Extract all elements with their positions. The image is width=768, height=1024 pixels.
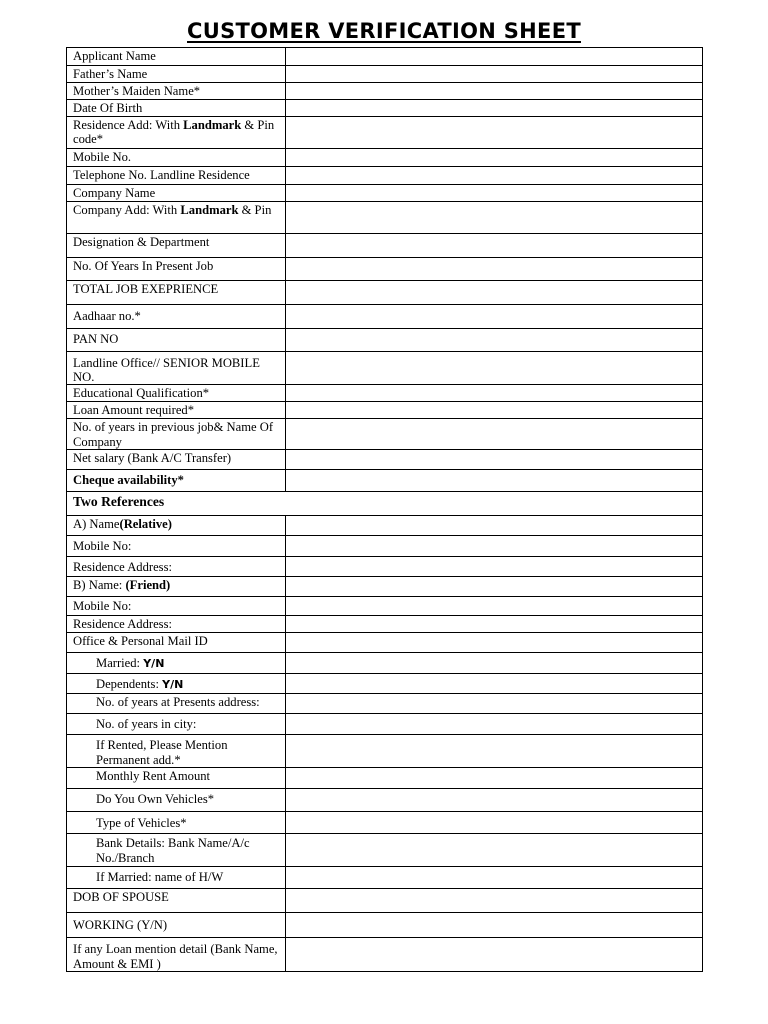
label-years-in-city: No. of years in city:	[67, 714, 286, 735]
label-applicant-name: Applicant Name	[67, 48, 286, 66]
label-reference-a-mobile: Mobile No:	[67, 536, 286, 557]
label-type-of-vehicles: Type of Vehicles*	[67, 812, 286, 834]
row-own-vehicles	[67, 789, 703, 812]
label-residence-address: Residence Add: With Landmark & Pin code*	[67, 117, 286, 149]
label-total-job-experience: TOTAL JOB EXEPRIENCE	[67, 281, 286, 305]
row-mobile-no	[67, 149, 703, 167]
row-pan-no	[67, 329, 703, 352]
field-loan-detail[interactable]	[286, 938, 703, 971]
row-loan-detail	[67, 938, 703, 971]
label-loan-amount: Loan Amount required*	[67, 402, 286, 419]
row-applicant-name	[67, 48, 703, 66]
field-net-salary[interactable]	[286, 450, 703, 470]
row-company-name	[67, 185, 703, 202]
field-pan-no[interactable]	[286, 329, 703, 352]
row-years-in-city	[67, 714, 703, 735]
page-title: CUSTOMER VERIFICATION SHEET	[187, 19, 581, 43]
label-loan-detail: If any Loan mention detail (Bank Name, Amount & EMI )	[67, 938, 286, 971]
row-reference-b-mobile	[67, 597, 703, 616]
label-bank-details: Bank Details: Bank Name/A/c No./Branch	[67, 834, 286, 867]
field-reference-a-name[interactable]	[286, 516, 703, 536]
field-married[interactable]	[286, 653, 703, 674]
field-date-of-birth[interactable]	[286, 100, 703, 117]
field-residence-address[interactable]	[286, 117, 703, 149]
row-if-married-name	[67, 867, 703, 889]
row-mothers-maiden-name	[67, 83, 703, 100]
label-reference-b-name: B) Name: (Friend)	[67, 577, 286, 597]
label-office-mail: Office & Personal Mail ID	[67, 633, 286, 653]
label-reference-b-mobile: Mobile No:	[67, 597, 286, 616]
field-working[interactable]	[286, 913, 703, 938]
label-reference-a-name: A) Name(Relative)	[67, 516, 286, 536]
field-telephone-landline[interactable]	[286, 167, 703, 185]
field-previous-job[interactable]	[286, 419, 703, 450]
field-own-vehicles[interactable]	[286, 789, 703, 812]
row-bank-details	[67, 834, 703, 867]
label-cheque-availability: Cheque availability*	[67, 470, 286, 492]
field-loan-amount[interactable]	[286, 402, 703, 419]
label-net-salary: Net salary (Bank A/C Transfer)	[67, 450, 286, 470]
row-aadhaar-no	[67, 305, 703, 329]
row-years-present-address	[67, 694, 703, 714]
field-office-mail[interactable]	[286, 633, 703, 653]
row-if-rented	[67, 735, 703, 768]
field-dob-spouse[interactable]	[286, 889, 703, 913]
label-date-of-birth: Date Of Birth	[67, 100, 286, 117]
field-if-married-name[interactable]	[286, 867, 703, 889]
label-telephone-landline: Telephone No. Landline Residence	[67, 167, 286, 185]
row-references-heading	[67, 492, 703, 516]
row-date-of-birth	[67, 100, 703, 117]
row-dependents	[67, 674, 703, 694]
label-designation: Designation & Department	[67, 234, 286, 258]
field-if-rented[interactable]	[286, 735, 703, 768]
field-type-of-vehicles[interactable]	[286, 812, 703, 834]
label-dependents: Dependents: Y/N	[67, 674, 286, 694]
row-previous-job	[67, 419, 703, 450]
label-mothers-maiden-name: Mother’s Maiden Name*	[67, 83, 286, 100]
row-telephone-landline	[67, 167, 703, 185]
label-years-present-job: No. Of Years In Present Job	[67, 258, 286, 281]
row-reference-b-name	[67, 577, 703, 597]
field-reference-a-mobile[interactable]	[286, 536, 703, 557]
field-fathers-name[interactable]	[286, 66, 703, 83]
label-previous-job: No. of years in previous job& Name Of Company	[67, 419, 286, 450]
row-years-present-job	[67, 258, 703, 281]
row-loan-amount	[67, 402, 703, 419]
field-reference-b-residence[interactable]	[286, 616, 703, 633]
field-cheque-availability[interactable]	[286, 470, 703, 492]
row-cheque-availability	[67, 470, 703, 492]
row-fathers-name	[67, 66, 703, 83]
field-reference-a-residence[interactable]	[286, 557, 703, 577]
field-reference-b-name[interactable]	[286, 577, 703, 597]
label-monthly-rent: Monthly Rent Amount	[67, 768, 286, 789]
field-monthly-rent[interactable]	[286, 768, 703, 789]
row-type-of-vehicles	[67, 812, 703, 834]
row-married	[67, 653, 703, 674]
label-if-married-name: If Married: name of H/W	[67, 867, 286, 889]
label-aadhaar-no: Aadhaar no.*	[67, 305, 286, 329]
label-landline-office: Landline Office// SENIOR MOBILE NO.	[67, 352, 286, 385]
label-fathers-name: Father’s Name	[67, 66, 286, 83]
row-total-job-experience	[67, 281, 703, 305]
field-years-present-job[interactable]	[286, 258, 703, 281]
field-years-present-address[interactable]	[286, 694, 703, 714]
field-bank-details[interactable]	[286, 834, 703, 867]
field-landline-office[interactable]	[286, 352, 703, 385]
row-dob-spouse	[67, 889, 703, 913]
row-landline-office	[67, 352, 703, 385]
references-heading: Two References	[67, 492, 703, 516]
row-designation	[67, 234, 703, 258]
field-aadhaar-no[interactable]	[286, 305, 703, 329]
field-educational-qualification[interactable]	[286, 385, 703, 402]
row-reference-b-residence	[67, 616, 703, 633]
field-mobile-no[interactable]	[286, 149, 703, 167]
field-reference-b-mobile[interactable]	[286, 597, 703, 616]
field-dependents[interactable]	[286, 674, 703, 694]
label-reference-b-residence: Residence Address:	[67, 616, 286, 633]
verification-form-table	[66, 47, 703, 972]
row-reference-a-residence	[67, 557, 703, 577]
field-years-in-city[interactable]	[286, 714, 703, 735]
row-reference-a-mobile	[67, 536, 703, 557]
field-mothers-maiden-name[interactable]	[286, 83, 703, 100]
field-company-address[interactable]	[286, 202, 703, 234]
row-working	[67, 913, 703, 938]
label-dob-spouse: DOB OF SPOUSE	[67, 889, 286, 913]
field-applicant-name[interactable]	[286, 48, 703, 66]
field-designation[interactable]	[286, 234, 703, 258]
row-residence-address	[67, 117, 703, 149]
field-company-name[interactable]	[286, 185, 703, 202]
row-monthly-rent	[67, 768, 703, 789]
label-educational-qualification: Educational Qualification*	[67, 385, 286, 402]
row-educational-qualification	[67, 385, 703, 402]
label-years-present-address: No. of years at Presents address:	[67, 694, 286, 714]
label-pan-no: PAN NO	[67, 329, 286, 352]
field-total-job-experience[interactable]	[286, 281, 703, 305]
label-company-address: Company Add: With Landmark & Pin	[67, 202, 286, 234]
row-company-address	[67, 202, 703, 234]
label-reference-a-residence: Residence Address:	[67, 557, 286, 577]
label-mobile-no: Mobile No.	[67, 149, 286, 167]
label-own-vehicles: Do You Own Vehicles*	[67, 789, 286, 812]
row-office-mail	[67, 633, 703, 653]
label-working: WORKING (Y/N)	[67, 913, 286, 938]
row-net-salary	[67, 450, 703, 470]
label-company-name: Company Name	[67, 185, 286, 202]
row-reference-a-name	[67, 516, 703, 536]
label-if-rented: If Rented, Please Mention Permanent add.*	[67, 735, 286, 768]
label-married: Married: Y/N	[67, 653, 286, 674]
